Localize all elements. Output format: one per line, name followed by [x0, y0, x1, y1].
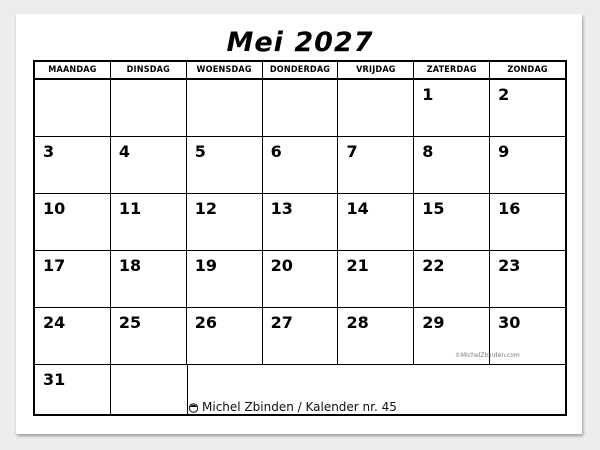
day-cell: 12: [187, 194, 263, 250]
day-cell: 14: [338, 194, 414, 250]
day-cell: 17: [35, 251, 111, 307]
day-cell: 1: [414, 80, 490, 136]
day-cell: [111, 80, 187, 136]
copyright-text: ©MichelZbinden.com: [455, 352, 520, 359]
day-cell: 9: [498, 142, 510, 161]
day-cell: 20: [263, 251, 339, 307]
weekday-saturday: ZATERDAG: [414, 62, 490, 78]
day-cell: 22: [414, 251, 490, 307]
week-row-3: [35, 194, 565, 251]
day-cell: 6: [263, 137, 339, 193]
weekday-tuesday: DINSDAG: [111, 62, 187, 78]
week-row-1: [35, 80, 565, 137]
day-cell: 25: [111, 308, 187, 364]
weekday-header-row: [35, 62, 565, 80]
author-credit: [188, 400, 397, 414]
day-cell: 11: [111, 194, 187, 250]
day-cell: 19: [187, 251, 263, 307]
day-cell: 24: [35, 308, 111, 364]
weekday-thursday: DONDERDAG: [263, 62, 339, 78]
day-cell: [111, 365, 187, 414]
weekday-sunday: ZONDAG: [507, 65, 548, 75]
day-cell: 2: [498, 85, 510, 104]
day-cell: 7: [338, 137, 414, 193]
day-cell: 30: [498, 313, 521, 332]
day-cell: 29: [414, 308, 490, 364]
day-cell: [187, 80, 263, 136]
day-cell: 3: [35, 137, 111, 193]
day-cell: 27: [263, 308, 339, 364]
day-cell: 23: [498, 256, 521, 275]
weekday-friday: VRIJDAG: [338, 62, 414, 78]
day-cell: 13: [263, 194, 339, 250]
day-cell: [263, 80, 339, 136]
weekday-monday: MAANDAG: [35, 62, 111, 78]
day-cell: 18: [111, 251, 187, 307]
day-cell: 15: [414, 194, 490, 250]
week-row-4: [35, 251, 565, 308]
day-cell: 26: [187, 308, 263, 364]
day-cell: 5: [187, 137, 263, 193]
day-cell: 16: [498, 199, 521, 218]
weekday-wednesday: WOENSDAG: [187, 62, 263, 78]
day-cell: [338, 80, 414, 136]
person-head-icon: [188, 402, 199, 413]
calendar-title: Mei 2027: [226, 27, 374, 58]
day-cell: 31: [35, 365, 111, 414]
day-cell: [35, 80, 111, 136]
credit-text: Michel Zbinden / Kalender nr. 45: [202, 400, 397, 414]
day-cell: 28: [338, 308, 414, 364]
week-row-2: [35, 137, 565, 194]
calendar-grid: [33, 60, 567, 416]
day-cell: 21: [338, 251, 414, 307]
day-cell: 10: [35, 194, 111, 250]
day-cell: 8: [414, 137, 490, 193]
day-cell: 4: [111, 137, 187, 193]
